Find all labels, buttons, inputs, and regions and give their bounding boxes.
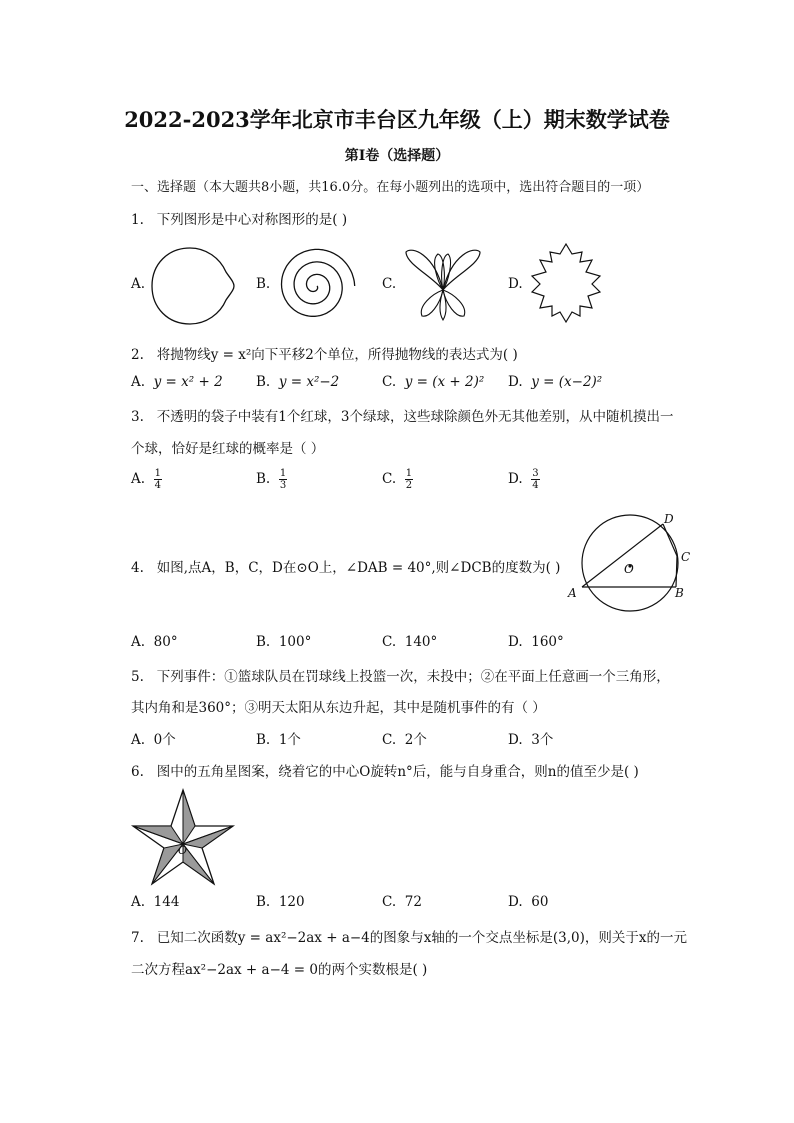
option-b	[256, 894, 305, 910]
option-label: A.	[131, 634, 146, 650]
option-label: D.	[508, 894, 523, 910]
option-text: y = (x + 2)²	[404, 374, 485, 390]
question-number: 2.	[131, 347, 144, 363]
option-label: D.	[508, 374, 523, 390]
option-text: 140°	[404, 634, 438, 650]
question-number: 7.	[131, 930, 144, 946]
option-label: B.	[256, 894, 271, 910]
question-text: 将抛物线y = x²向下平移2个单位，所得抛物线的表达式为( )	[156, 347, 518, 363]
option-text: 160°	[531, 634, 564, 650]
question-3-line1	[131, 405, 673, 425]
option-text: 1个	[278, 732, 301, 748]
question-number: 1.	[131, 212, 144, 228]
question-1	[131, 208, 347, 228]
question-5-line1	[131, 665, 670, 685]
option-a-label: A.	[131, 276, 146, 292]
option-a	[131, 374, 223, 390]
option-label: C.	[382, 634, 397, 650]
question-3-line2: 个球，恰好是红球的概率是（ ）	[131, 441, 325, 457]
option-a	[131, 728, 176, 748]
option-c	[382, 468, 413, 491]
option-text: y = x²−2	[278, 374, 340, 390]
option-label: B.	[256, 634, 271, 650]
question-7-line1	[131, 926, 687, 946]
option-label: A.	[131, 894, 146, 910]
label-c: C	[681, 550, 691, 564]
option-label: B.	[256, 471, 271, 487]
label-b: B	[675, 586, 684, 600]
option-d	[508, 634, 564, 650]
label-o: O	[178, 844, 188, 857]
option-text: 3个	[531, 732, 554, 748]
page-title: 2022-2023学年北京市丰台区九年级（上）期末数学试卷	[124, 107, 670, 132]
option-label: D.	[508, 471, 523, 487]
question-5-line2: 其内角和是360°；③明天太阳从东边升起，其中是随机事件的有（ ）	[131, 700, 546, 716]
option-text: 0个	[153, 732, 176, 748]
snowflake-figure	[526, 242, 606, 324]
option-c	[382, 894, 422, 910]
label-o: O	[624, 562, 634, 576]
label-a: A	[568, 586, 577, 600]
question-2	[131, 343, 518, 363]
option-text: 72	[404, 894, 422, 910]
option-text: 120	[278, 894, 305, 910]
option-a	[131, 468, 162, 491]
option-b	[256, 468, 287, 491]
fraction: $\frac{1}{2}$	[405, 468, 413, 491]
option-d	[508, 728, 553, 748]
fraction: $\frac{3}{4}$	[532, 468, 539, 491]
option-label: D.	[508, 634, 523, 650]
question-number: 6.	[131, 764, 144, 780]
question-7-line2: 二次方程ax²−2ax + a−4 = 0的两个实数根是( )	[131, 962, 428, 978]
fraction: $\frac{1}{3}$	[279, 468, 287, 491]
star-figure	[128, 786, 238, 886]
fraction: $\frac{1}{4}$	[154, 468, 162, 491]
option-d	[508, 468, 540, 491]
label-d: D	[664, 512, 674, 526]
circle-figure	[566, 506, 706, 606]
option-text: y = x² + 2	[153, 374, 223, 390]
question-4	[131, 556, 560, 576]
option-a	[131, 634, 178, 650]
question-text: 已知二次函数y = ax²−2ax + a−4的图象与x轴的一个交点坐标是(3,0)，则关于x的一元	[156, 930, 687, 946]
page-subtitle: 第Ⅰ卷（选择题）	[344, 148, 450, 164]
butterfly-figure	[402, 246, 484, 322]
option-text: 80°	[153, 634, 178, 650]
cardioid-figure	[148, 244, 238, 328]
question-number: 5.	[131, 669, 144, 685]
spiral-figure	[275, 246, 365, 328]
option-label: C.	[382, 894, 397, 910]
option-label: D.	[508, 732, 523, 748]
option-c	[382, 374, 484, 390]
option-label: B.	[256, 374, 271, 390]
question-number: 3.	[131, 409, 144, 425]
option-text: 2个	[404, 732, 427, 748]
question-text: 下列图形是中心对称图形的是( )	[156, 212, 348, 228]
option-label: B.	[256, 732, 271, 748]
question-number: 4.	[131, 560, 144, 576]
option-b-label: B.	[256, 276, 271, 292]
option-label: C.	[382, 374, 397, 390]
option-d-label: D.	[508, 276, 523, 292]
question-text: 下列事件：①篮球队员在罚球线上投篮一次，未投中；②在平面上任意画一个三角形，	[156, 669, 670, 685]
question-6	[131, 760, 639, 780]
option-label: C.	[382, 471, 397, 487]
option-label: A.	[131, 471, 146, 487]
option-label: C.	[382, 732, 397, 748]
question-text: 如图,点A，B，C，D在⊙O上，∠DAB = 40°,则∠DCB的度数为( )	[156, 560, 561, 576]
option-a	[131, 894, 179, 910]
option-text: 144	[153, 894, 180, 910]
option-c	[382, 728, 427, 748]
question-text: 不透明的袋子中装有1个红球，3个绿球，这些球除颜色外无其他差别，从中随机摸出一	[156, 409, 674, 425]
option-c-label: C.	[382, 276, 397, 292]
section-heading: 一、选择题（本大题共8小题，共16.0分。在每小题列出的选项中，选出符合题目的一项）	[131, 180, 650, 195]
option-b	[256, 634, 311, 650]
option-d	[508, 894, 548, 910]
option-text: 100°	[278, 634, 312, 650]
option-b	[256, 728, 301, 748]
option-b	[256, 374, 339, 390]
option-d	[508, 374, 602, 390]
option-label: A.	[131, 374, 146, 390]
option-text: y = (x−2)²	[531, 374, 603, 390]
option-label: A.	[131, 732, 146, 748]
option-text: 60	[531, 894, 549, 910]
option-c	[382, 634, 437, 650]
question-text: 图中的五角星图案，绕着它的中心O旋转n°后，能与自身重合，则n的值至少是( )	[156, 764, 639, 780]
